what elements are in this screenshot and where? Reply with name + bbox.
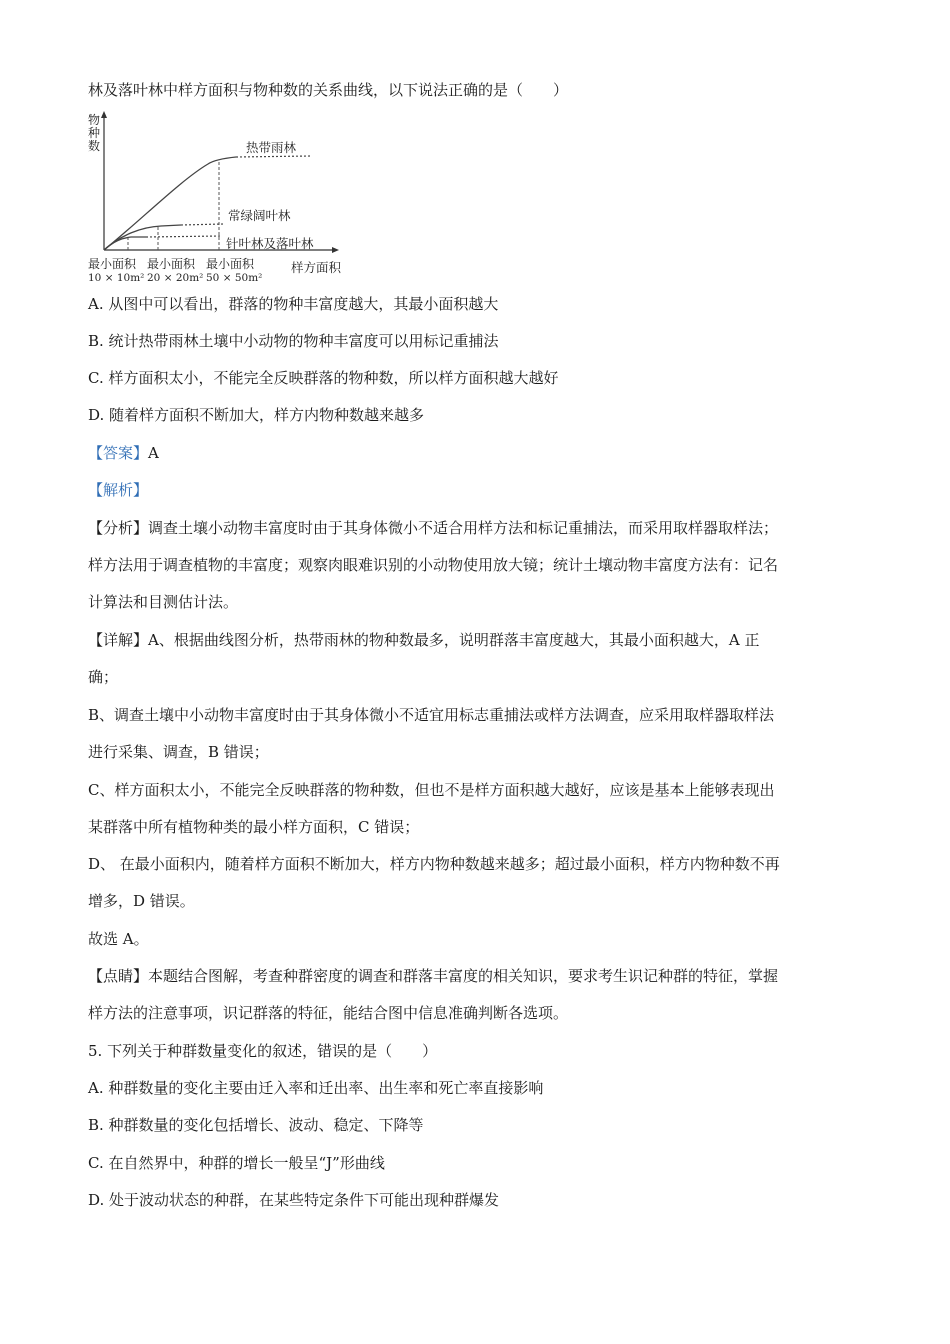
y-axis-label-1: 物 [88,113,101,127]
fenxi-line-1: 【分析】调查土壤小动物丰富度时由于其身体微小不适合用样方法和标记重捕法，而采用取样器取样法； [88,519,779,537]
x-tick-3-line2: 50 × 50m² [206,272,263,284]
fenxi-line-3: 计算法和目测估计法。 [88,593,239,611]
y-axis-label-3: 数 [88,139,101,153]
species-area-chart [86,110,376,285]
option-a: A. 从图中可以看出，群落的物种丰富度越大，其最小面积越大 [88,295,499,313]
q5-option-a: A. 种群数量的变化主要由迁入率和迁出率、出生率和死亡率直接影响 [88,1079,544,1097]
x-axis-arrow [332,247,339,253]
xiangjie-line-8: 增多，D 错误。 [88,892,195,910]
analysis-tag: 【解析】 [88,481,149,499]
chart-svg [86,110,376,285]
answer-tag: 【答案】 [88,444,149,462]
xiangjie-line-7: D、 在最小面积内，随着样方面积不断加大，样方内物种数越来越多；超过最小面积，样方内物种数不再 [88,855,780,873]
question-intro: 林及落叶林中样方面积与物种数的关系曲线，以下说法正确的是（ ） [88,81,569,99]
answer-value: A [148,444,159,462]
y-axis-label-2: 种 [88,126,101,140]
dianjing-line-1: 【点睛】本题结合图解，考查种群密度的调查和群落丰富度的相关知识，要求考生识记种群的特征，掌握 [88,967,779,985]
fenxi-line-2: 样方法用于调查植物的丰富度；观察肉眼难识别的小动物使用放大镜；统计土壤动物丰富度方法有：记名 [88,556,779,574]
option-b: B. 统计热带雨林土壤中小动物的物种丰富度可以用标记重捕法 [88,332,499,350]
q5-stem: 5. 下列关于种群数量变化的叙述，错误的是（ ） [88,1042,438,1060]
xiangjie-line-3: B、调查土壤中小动物丰富度时由于其身体微小不适宜用标志重捕法或样方法调查，应采用取样器取样法 [88,706,775,724]
x-tick-2-line1: 最小面积 [147,257,196,271]
x-tick-1-line1: 最小面积 [88,257,137,271]
series-conifer-tail [146,236,221,237]
x-tick-2-line2: 20 × 20m² [147,272,204,284]
y-axis-arrow [101,111,107,118]
x-axis-label: 样方面积 [291,260,342,275]
option-c: C. 样方面积太小，不能完全反映群落的物种数，所以样方面积越大越好 [88,369,559,387]
xiangjie-line-1: 【详解】A、根据曲线图分析，热带雨林的物种数最多，说明群落丰富度越大，其最小面积越大，A 正 [88,631,760,649]
dianjing-line-2: 样方法的注意事项，识记群落的特征，能结合图中信息准确判断各选项。 [88,1004,569,1022]
series-tropical-tail [236,156,311,157]
xiangjie-line-9: 故选 A。 [88,930,149,948]
series-conifer-curve [104,237,146,250]
answer-line [88,443,159,463]
series-label-evergreen: 常绿阔叶林 [228,208,291,223]
x-tick-3-line1: 最小面积 [206,257,255,271]
q5-option-d: D. 处于波动状态的种群，在某些特定条件下可能出现种群爆发 [88,1191,500,1209]
series-label-conifer: 针叶林及落叶林 [226,236,314,251]
q5-option-c: C. 在自然界中，种群的增长一般呈“J”形曲线 [88,1154,385,1172]
series-evergreen-tail [181,224,223,225]
xiangjie-line-2: 确； [88,668,119,686]
x-tick-1-line2: 10 × 10m² [88,272,145,284]
xiangjie-line-6: 某群落中所有植物种类的最小样方面积，C 错误； [88,818,420,836]
series-label-tropical: 热带雨林 [246,140,297,155]
q5-option-b: B. 种群数量的变化包括增长、波动、稳定、下降等 [88,1116,424,1134]
option-d: D. 随着样方面积不断加大，样方内物种数越来越多 [88,406,425,424]
xiangjie-line-4: 进行采集、调查，B 错误； [88,743,269,761]
xiangjie-line-5: C、样方面积太小，不能完全反映群落的物种数，但也不是样方面积越大越好，应该是基本上能够表现出 [88,781,775,799]
